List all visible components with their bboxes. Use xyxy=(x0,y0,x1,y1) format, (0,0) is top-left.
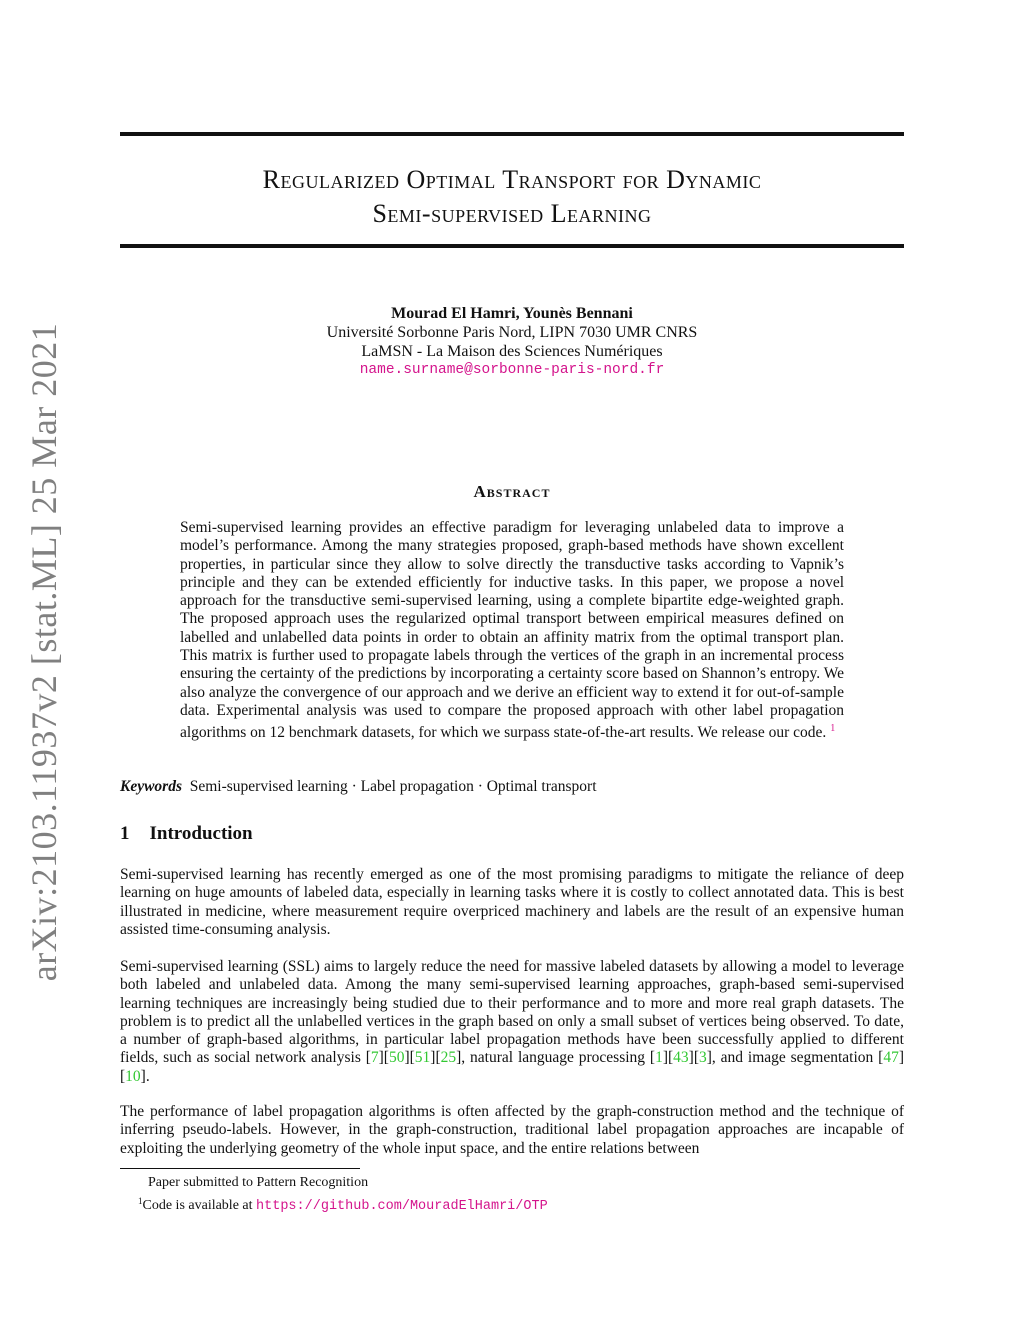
keywords-text: Semi-supervised learning · Label propagation · Optimal transport xyxy=(189,778,597,795)
footnotes xyxy=(138,1174,548,1216)
paragraph-text: . xyxy=(145,1067,150,1085)
footnote-divider xyxy=(120,1168,360,1169)
abstract-body xyxy=(180,519,844,743)
arxiv-stamp: arXiv:2103.11937v2 [stat.ML] 25 Mar 2021 xyxy=(24,322,64,982)
abstract-text: Semi-supervised learning provides an effective paradigm for leveraging unlabeled data to improve a model’s performance. Among the many strategies proposed, graph-based methods have shown excellent properties, in particular since they allow to solve directly the transductive tasks according to Vapnik’s principle and they can be extended efficiently for inductive tasks. In this paper, we propose a novel approach for the transductive semi-supervised learning, using a complete bipartite edge-weighted graph. The proposed approach uses the regularized optimal transport between empirical measures defined on labelled and unlabelled data points in order to obtain an affinity matrix from the optimal transport plan. This matrix is further used to propagate labels through the vertices of the graph in an incremental process ensuring the certainty of the predictions by incorporating a certainty score based on Shannon’s entropy. We also analyze the convergence of our approach and we derive an efficient way to extend it for out-of-sample data. Experimental analysis was used to compare the proposed approach with other label propagation algorithms on 12 benchmark datasets, for which we surpass state-of-the-art results. We release our code. xyxy=(180,519,844,742)
footnote-submitted: Paper submitted to Pattern Recognition xyxy=(148,1175,369,1190)
citation-link[interactable]: 50 xyxy=(388,1049,405,1067)
citation-link[interactable]: 43 xyxy=(673,1049,689,1067)
author-block xyxy=(120,304,904,380)
code-repo-link[interactable]: https://github.com/MouradElHamri/OTP xyxy=(256,1199,548,1214)
paper-title-line-1: Regularized Optimal Transport for Dynamic xyxy=(262,165,762,194)
paragraph-text: , natural language processing xyxy=(461,1049,650,1067)
intro-paragraph-2: Semi-supervised learning (SSL) aims to largely reduce the need for massive labeled datasets by allowing a model to leverage both labeled and unlabeled data. Among the many semi-supervised learning approaches, graph-based semi-supervised learning techniques are increasingly being studied due to their performance and to more and more real graph datasets. The problem is to predict all the unlabelled vertices in the graph based on only a small subset of vertices being observed. To date, a number of graph-based algorithms, in particular label propagation methods have been successfully applied to different fields, such as social network analysis [7][50][51][25], natural language processing [1][43][3], and image segmentation [47][10]. xyxy=(120,958,905,1085)
section-title: Introduction xyxy=(149,823,253,844)
author-email-link[interactable]: name.surname@sorbonne-paris-nord.fr xyxy=(359,362,665,378)
title-bottom-rule xyxy=(120,244,904,248)
title-top-rule xyxy=(120,132,904,136)
abstract-heading: Abstract xyxy=(473,482,551,501)
keywords-label: Keywords xyxy=(120,778,182,795)
paragraph-text: , and image segmentation xyxy=(711,1049,879,1067)
affiliation-line-2: LaMSN - La Maison des Sciences Numériques xyxy=(361,343,663,360)
section-heading-introduction xyxy=(120,823,253,845)
abstract-footnote-link[interactable]: 1 xyxy=(830,723,836,735)
citation-link[interactable]: 10 xyxy=(125,1067,141,1085)
author-names: Mourad El Hamri, Younès Bennani xyxy=(391,305,633,322)
keywords-line xyxy=(120,778,597,796)
paper-title-line-2: Semi-supervised Learning xyxy=(372,199,652,228)
citation-link[interactable]: 7 xyxy=(370,1049,379,1067)
affiliation-line-1: Université Sorbonne Paris Nord, LIPN 7030 UMR CNRS xyxy=(326,324,698,341)
footnote-mark: 1 xyxy=(138,1196,143,1206)
citation-link[interactable]: 51 xyxy=(414,1049,431,1067)
citation-link[interactable]: 1 xyxy=(655,1049,663,1067)
footnote-code xyxy=(138,1192,548,1216)
paragraph-text: Semi-supervised learning (SSL) aims to largely reduce the need for massive labeled datasets by allowing a model to leverage both labeled and unlabeled data. Among the many semi-supervised learning approaches, graph-based semi-supervised learning techniques are increasingly being studied due to their performance and to more and more real graph datasets. The problem is to predict all the unlabelled vertices in the graph based on only a small subset of vertices being observed. To date, a number of graph-based algorithms, in particular label propagation methods have been successfully applied to different fields, such as social network analysis xyxy=(120,958,904,1067)
citation-link[interactable]: 25 xyxy=(440,1049,457,1067)
citation-link[interactable]: 47 xyxy=(883,1049,899,1067)
footnote-code-text: Code is available at xyxy=(142,1198,257,1213)
intro-paragraph-1: Semi-supervised learning has recently emerged as one of the most promising paradigms to mitigate the reliance of deep learning on huge amounts of labeled data, especially in learning tasks where it is costly to collect annotated data. This is best illustrated in medicine, where measurement require overpriced machinery and labels are the result of an expensive human assisted time-consuming analysis. xyxy=(120,866,904,938)
intro-paragraph-3: The performance of label propagation algorithms is often affected by the graph-construction method and the technique of inferring pseudo-labels. However, in the graph-construction, traditional label propagation approaches are incapable of exploiting the underlying geometry of the whole input space, and the entire relations between xyxy=(120,1103,904,1157)
section-number: 1 xyxy=(120,823,130,844)
citation-link[interactable]: 3 xyxy=(699,1049,707,1067)
